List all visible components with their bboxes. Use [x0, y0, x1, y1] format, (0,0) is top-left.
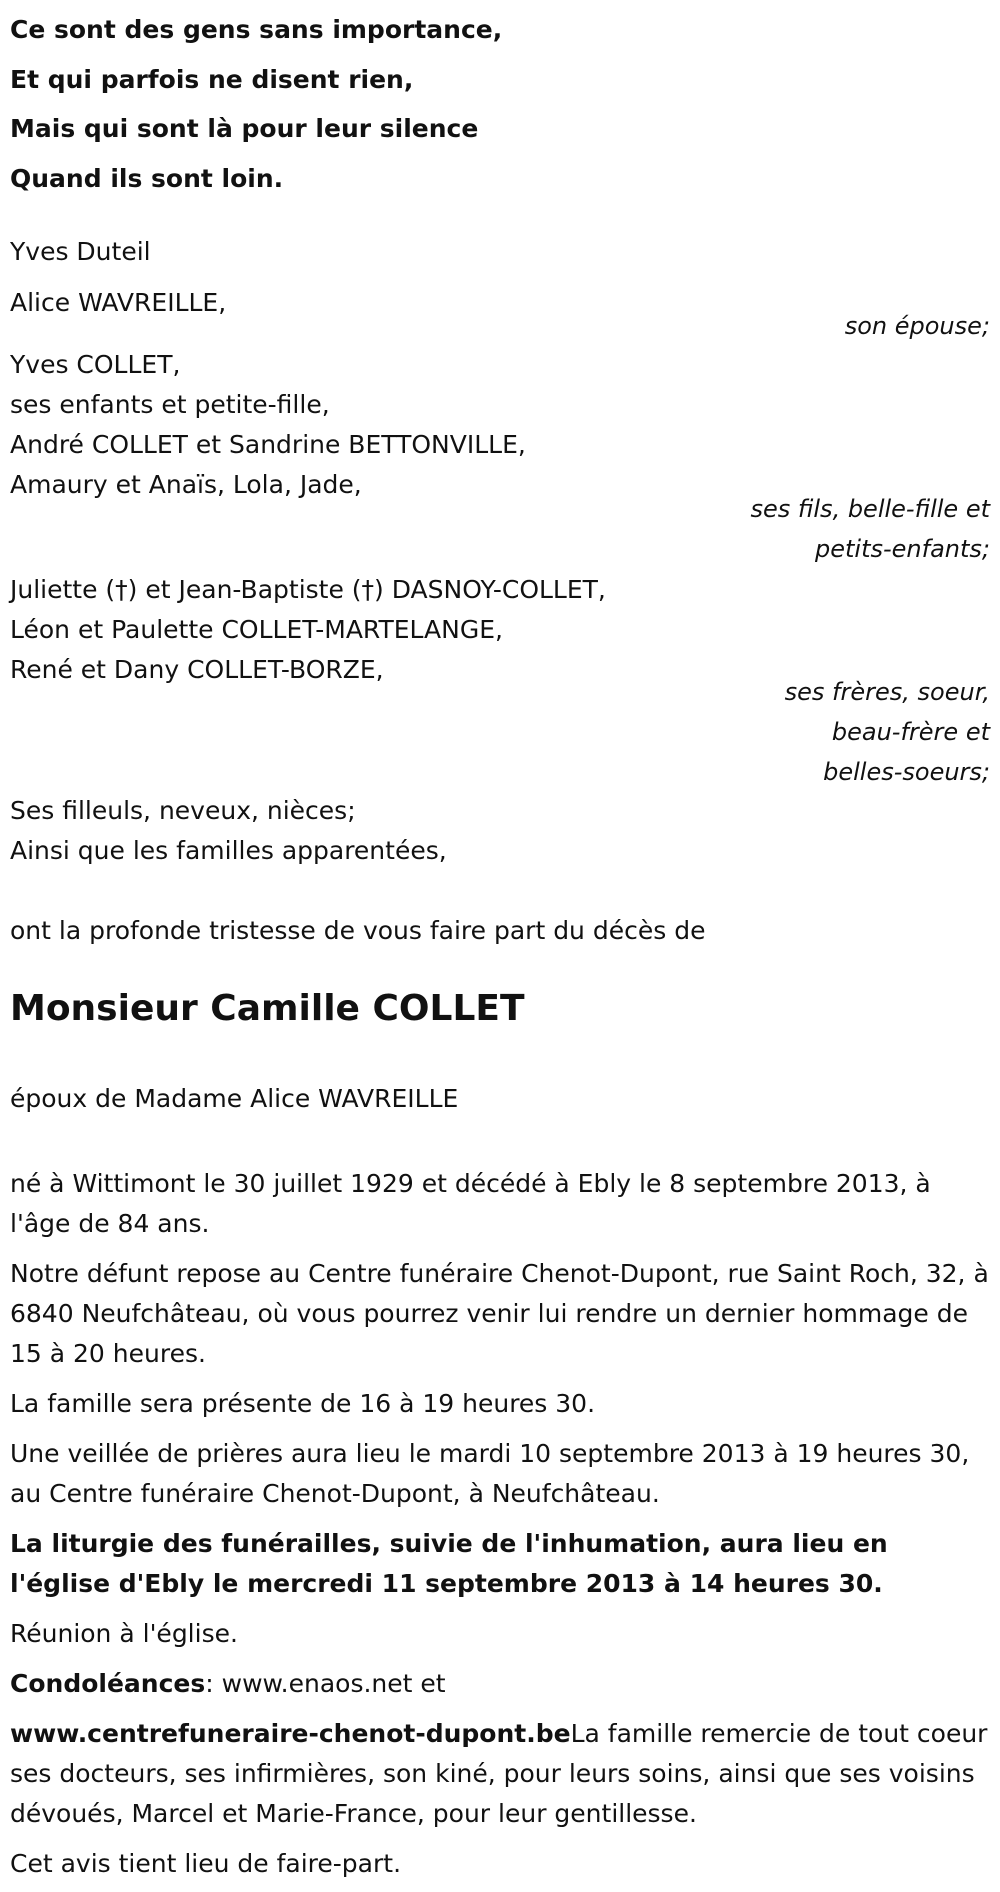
poem-line: Quand ils sont loin. [10, 163, 284, 193]
poem-line: Mais qui sont là pour leur silence [10, 114, 479, 143]
family-line: Ses filleuls, neveux, nièces; [10, 796, 356, 825]
spouse-of: époux de Madame Alice WAVREILLE [10, 1084, 459, 1113]
birth-death: né à Wittimont le 30 juillet 1929 et décédé à Ebly le 8 septembre 2013, à l'âge de 84 ans. [10, 1169, 931, 1238]
funeral-info: La liturgie des funérailles, suivie de l'inhumation, aura lieu en l'église d'Ebly le mercredi 11 septembre 2013 à 14 heures 30. [10, 1529, 888, 1598]
condolences-text: : www.enaos.net et [205, 1669, 446, 1698]
condolences [10, 1664, 990, 1704]
family-line: Amaury et Anaïs, Lola, Jade, [10, 470, 362, 499]
vigil-info: Une veillée de prières aura lieu le mardi 10 septembre 2013 à 19 heures 30, au Centre funéraire Chenot-Dupont, à Neufchâteau. [10, 1439, 970, 1508]
poem [10, 5, 990, 203]
children-role: ses fils, belle-fille et [750, 495, 990, 523]
thanks-paragraph [10, 1714, 990, 1834]
children-role: petits-enfants; [815, 535, 990, 563]
family-line: Ainsi que les familles apparentées, [10, 836, 447, 865]
family-line: Léon et Paulette COLLET-MARTELANGE, [10, 615, 503, 644]
family-presence: La famille sera présente de 16 à 19 heures 30. [10, 1389, 596, 1418]
deceased-name: Monsieur Camille COLLET [10, 988, 525, 1029]
closing-note: Cet avis tient lieu de faire-part. [10, 1849, 402, 1878]
siblings-role: beau-frère et [831, 718, 990, 746]
repose-info: Notre défunt repose au Centre funéraire Chenot-Dupont, rue Saint Roch, 32, à 6840 Neufchâteau, où vous pourrez venir lui rendre un dernier hommage de 15 à 20 heures. [10, 1259, 989, 1368]
family-line: ses enfants et petite-fille, [10, 390, 330, 419]
condolences-label: Condoléances [10, 1669, 206, 1698]
meeting-info: Réunion à l'église. [10, 1619, 238, 1648]
announcement: ont la profonde tristesse de vous faire part du décès de [10, 916, 706, 945]
poem-author: Yves Duteil [10, 237, 151, 266]
poem-line: Ce sont des gens sans importance, [10, 15, 503, 44]
website-link[interactable]: www.centrefuneraire-chenot-dupont.be [10, 1719, 571, 1748]
poem-line: Et qui parfois ne disent rien, [10, 64, 414, 94]
siblings-role: ses frères, soeur, [784, 678, 990, 706]
family-line: André COLLET et Sandrine BETTONVILLE, [10, 430, 526, 459]
thanks-text: La famille remercie de tout coeur ses docteurs, ses infirmières, son kiné, pour leurs soins, ainsi que ses voisins dévoués, Marcel et Marie-France, pour leur gentillesse. [10, 1719, 988, 1828]
family-line: Juliette (†) et Jean-Baptiste (†) DASNOY-COLLET, [10, 575, 606, 604]
family-line: Yves COLLET, [10, 350, 181, 379]
siblings-role: belles-soeurs; [823, 758, 990, 786]
spouse-name: Alice WAVREILLE, [10, 288, 227, 317]
family-line: René et Dany COLLET-BORZE, [10, 655, 384, 684]
spouse-role: son épouse; [844, 312, 990, 340]
